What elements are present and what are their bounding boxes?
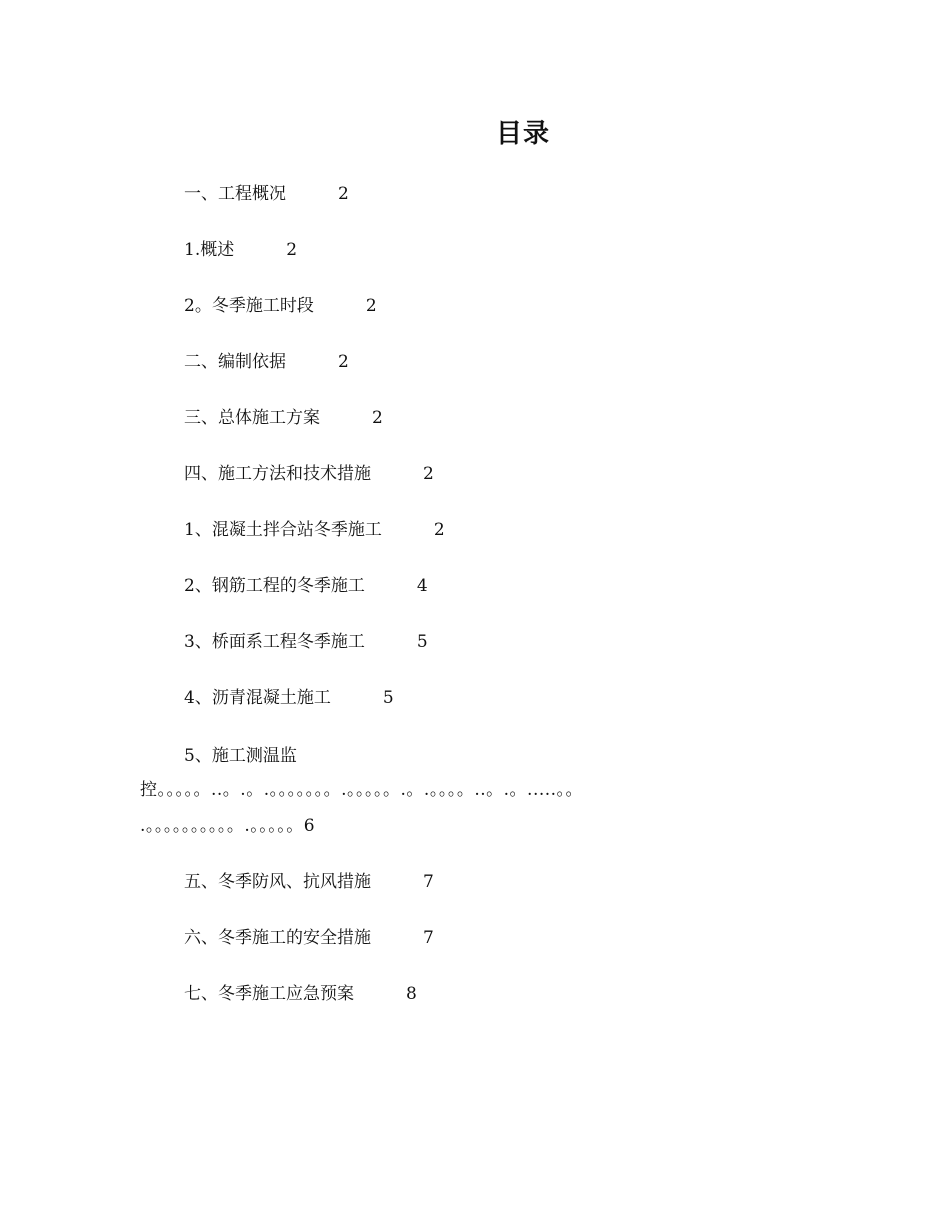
toc-entry-page: 2 <box>338 352 349 372</box>
toc-entry-monitoring[interactable] <box>184 744 297 768</box>
toc-entry-label: 4、沥青混凝土施工 <box>184 688 331 708</box>
toc-entry-page: 5 <box>382 688 394 708</box>
toc-entry-label: 2。冬季施工时段 <box>184 296 314 316</box>
toc-entry-page: 7 <box>423 928 434 948</box>
toc-entry[interactable] <box>184 294 377 318</box>
toc-entry[interactable] <box>184 870 434 894</box>
toc-entry-label: 四、施工方法和技术措施 <box>184 464 371 484</box>
toc-entry-page: 2 <box>365 296 377 316</box>
toc-entry-label: 三、总体施工方案 <box>184 408 320 428</box>
toc-entry[interactable] <box>184 926 434 950</box>
toc-entry[interactable] <box>184 406 383 430</box>
toc-entry-label: 5、施工测温监 <box>184 746 297 766</box>
toc-entry-page: 2 <box>433 520 445 540</box>
page-title: 目录 <box>495 119 550 149</box>
toc-entry-label: 1.概述 <box>184 240 235 260</box>
toc-entry[interactable] <box>184 238 297 262</box>
toc-entry[interactable] <box>184 182 349 206</box>
toc-entry-page: 7 <box>423 872 434 892</box>
toc-entry[interactable] <box>184 518 445 542</box>
toc-entry[interactable] <box>184 574 428 598</box>
toc-entry-page: 4 <box>416 576 428 596</box>
toc-entry[interactable] <box>184 350 349 374</box>
toc-entry-label: 2、钢筋工程的冬季施工 <box>184 576 365 596</box>
toc-entry-page: 2 <box>286 240 298 260</box>
toc-entry-label: 五、冬季防风、抗风措施 <box>184 872 371 892</box>
toc-entry-label: 一、工程概况 <box>184 184 286 204</box>
toc-dot-leader-line: 控。。。。。..。.。.。。。。。。。.。。。。。.。.。。。。..。.。.....。。 <box>140 780 584 800</box>
toc-entry-page: 5 <box>416 632 428 652</box>
toc-entry-page: 2 <box>423 464 434 484</box>
toc-entry[interactable] <box>184 982 417 1006</box>
toc-entry[interactable] <box>184 630 428 654</box>
toc-entry-page: 2 <box>372 408 383 428</box>
toc-entry[interactable] <box>184 686 394 710</box>
toc-entry-page: 8 <box>406 984 417 1004</box>
toc-entry-label: 六、冬季施工的安全措施 <box>184 928 371 948</box>
toc-entry-label: 3、桥面系工程冬季施工 <box>184 632 365 652</box>
toc-entry-label: 1、混凝土拌合站冬季施工 <box>184 520 382 540</box>
toc-entry-label: 七、冬季施工应急预案 <box>184 984 354 1004</box>
toc-entry[interactable] <box>184 462 434 486</box>
toc-entry-page: 2 <box>338 184 349 204</box>
toc-entry-label: 二、编制依据 <box>184 352 286 372</box>
toc-dot-leader-line-with-page: .。。。。。。。。。。.。。。。。6 <box>140 816 316 836</box>
